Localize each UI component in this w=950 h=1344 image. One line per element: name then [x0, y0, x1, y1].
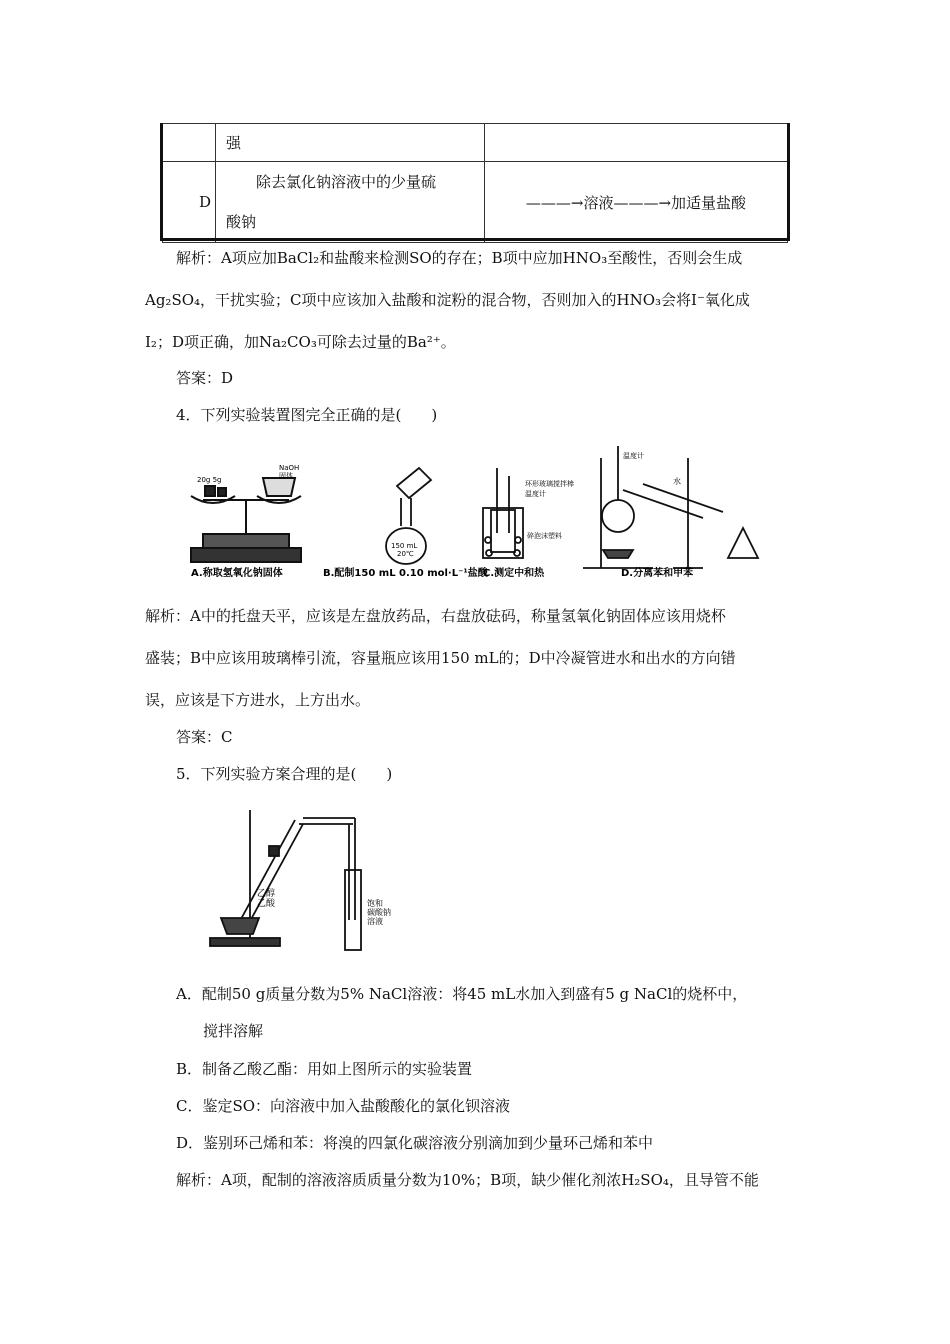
option-letter: D	[198, 193, 211, 211]
analysis-text: 解析：A项应加BaCl₂和盐酸来检测SO的存在；B项中应加HNO₃至酸性，否则会生成	[176, 249, 743, 267]
weights-label: 20g 5g	[197, 476, 222, 484]
water-label: 水	[673, 477, 681, 486]
comparison-table-fragment	[162, 123, 788, 243]
apparatus-figure-q5	[195, 800, 391, 955]
table-row	[163, 162, 788, 243]
caption-c: C.测定中和热	[483, 568, 545, 579]
solution-label-2: 碳酸钠	[367, 908, 391, 917]
analysis-text: I₂；D项正确，加Na₂CO₃可除去过量的Ba²⁺。	[145, 333, 456, 351]
caption-b: B.配制150 mL 0.10 mol·L⁻¹盐酸	[323, 568, 488, 579]
option-a-text: A．配制50 g质量分数为5% NaCl溶液：将45 mL水加入到盛有5 g NaCl的烧杯中，	[176, 985, 748, 1003]
table-cell	[163, 162, 216, 243]
cell-text-line1: 除去氯化钠溶液中的少量硫	[256, 173, 437, 191]
option-c-text: C．鉴定SO：向溶液中加入盐酸酸化的氯化钡溶液	[176, 1097, 511, 1115]
table-cell	[216, 162, 485, 243]
apparatus-figure-q4	[183, 438, 783, 583]
solution-label-3: 溶液	[367, 917, 383, 926]
procedure-text: ———→溶液———→加适量盐酸	[525, 193, 747, 212]
flask-volume-label: 150 mL	[391, 542, 418, 550]
option-d-text: D．鉴别环己烯和苯：将溴的四氯化碳溶液分别滴加到少量环己烯和苯中	[176, 1134, 654, 1152]
flask-temp-label: 20℃	[397, 550, 414, 558]
option-b-text: B．制备乙酸乙酯：用如上图所示的实验装置	[176, 1060, 473, 1078]
analysis-text: 解析：A项，配制的溶液溶质质量分数为10%；B项，缺少催化剂浓H₂SO₄，且导管不能	[176, 1171, 759, 1189]
table-cell	[163, 124, 216, 162]
foam-label: 碎泡沫塑料	[527, 532, 562, 540]
reagent-label: 乙醇	[257, 889, 276, 899]
analysis-text: 盛装；B中应该用玻璃棒引流，容量瓶应该用150 mL的；D中冷凝管进水和出水的方向错	[145, 649, 736, 667]
solution-label: 饱和	[367, 899, 383, 908]
table-row	[163, 124, 788, 162]
table-cell	[485, 124, 788, 162]
distill-thermometer-label: 温度计	[623, 452, 644, 460]
cell-text: 强	[226, 134, 242, 152]
table-cell	[216, 124, 485, 162]
reagent-label-2: 乙酸	[257, 899, 276, 909]
analysis-text: 解析：A中的托盘天平，应该是左盘放药品，右盘放砝码，称量氢氧化钠固体应该用烧杯	[145, 607, 726, 625]
analysis-text: Ag₂SO₄，干扰实验；C项中应该加入盐酸和淀粉的混合物，否则加入的HNO₃会将I⁻氧化成	[145, 291, 750, 309]
question-text: 5．下列实验方案合理的是( )	[176, 765, 393, 783]
apparatus-drawing	[183, 438, 783, 583]
naoh-label: NaOH	[279, 464, 300, 472]
ester-apparatus-drawing	[195, 800, 391, 955]
caption-a: A.称取氢氧化钠固体	[191, 568, 283, 579]
option-a-text-cont: 搅拌溶解	[203, 1022, 264, 1040]
answer-text: 答案：D	[176, 369, 234, 387]
cell-text-line2: 酸钠	[226, 213, 257, 231]
naoh-label-2: 固体	[279, 472, 293, 480]
caption-d: D.分离苯和甲苯	[621, 568, 694, 579]
analysis-text: 误，应该是下方进水，上方出水。	[145, 691, 371, 709]
answer-text: 答案：C	[176, 728, 233, 746]
thermometer-label: 温度计	[525, 490, 546, 498]
question-text: 4．下列实验装置图完全正确的是( )	[176, 406, 438, 424]
table-cell	[485, 162, 788, 243]
stirrer-label: 环形玻璃搅拌棒	[525, 480, 574, 488]
